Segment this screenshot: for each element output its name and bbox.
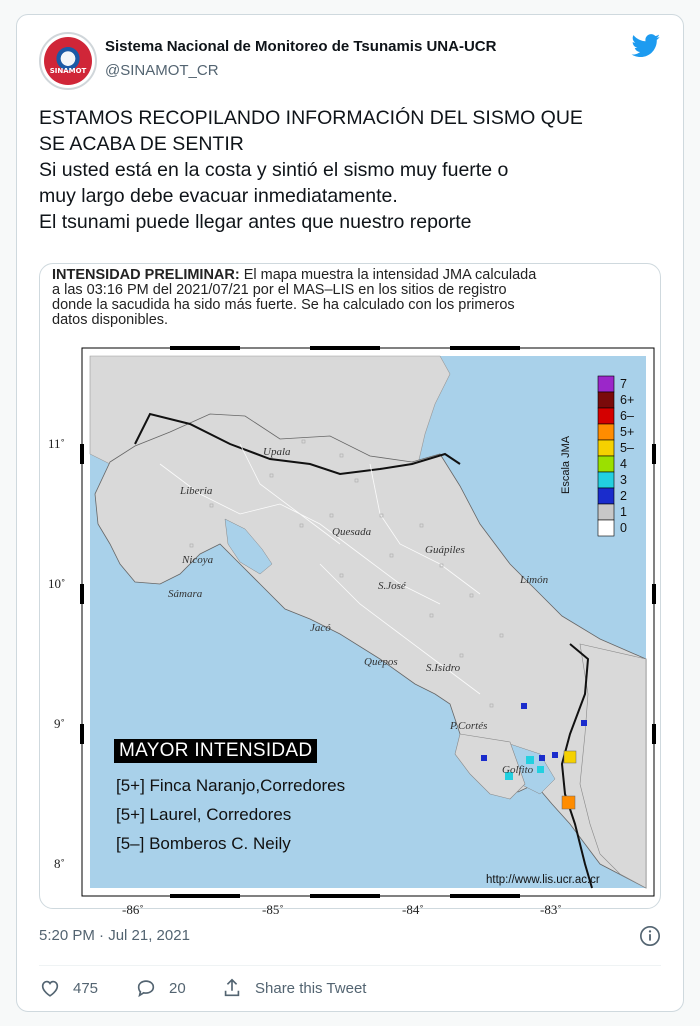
- account-handle[interactable]: @SINAMOT_CR: [105, 62, 219, 79]
- legend-label: 6–: [620, 409, 634, 423]
- map-label-limon: Limón: [520, 574, 549, 586]
- legend-label: 1: [620, 505, 627, 519]
- y-tick: 8˚: [54, 856, 65, 871]
- map-label-golfito: Golfito: [502, 764, 534, 776]
- like-button[interactable]: [39, 977, 98, 999]
- legend-label: 2: [620, 489, 627, 503]
- share-button[interactable]: [221, 977, 366, 999]
- legend-label: 5+: [620, 425, 635, 439]
- map-label-samara: Sámara: [168, 588, 203, 600]
- caption-line: datos disponibles.: [52, 312, 169, 328]
- share-label: Share this Tweet: [255, 979, 367, 997]
- map-label-quesada: Quesada: [332, 526, 372, 538]
- tweet-line: ESTAMOS RECOPILANDO INFORMACIÓN DEL SISMO QUE: [39, 107, 583, 129]
- y-tick: 11˚: [48, 436, 65, 451]
- map-label-san-jose: S.José: [378, 580, 406, 592]
- tweet-text: [39, 105, 669, 235]
- mayor-intensidad-row: [5+] Finca Naranjo,Corredores: [116, 776, 346, 795]
- legend-label: 7: [620, 377, 627, 391]
- caption-bold: INTENSIDAD PRELIMINAR:: [52, 267, 240, 283]
- like-count: 475: [73, 979, 99, 997]
- avatar-logo: [44, 37, 92, 85]
- tweet-timestamp[interactable]: 5:20 PM · Jul 21, 2021: [39, 927, 190, 944]
- x-tick: -84˚: [402, 902, 424, 917]
- mayor-intensidad-title: MAYOR INTENSIDAD: [114, 739, 317, 763]
- reply-count: 20: [169, 979, 186, 997]
- legend-title: Escala JMA: [560, 435, 572, 494]
- map-label-san-isidro: S.Isidro: [426, 662, 461, 674]
- legend-label: 6+: [620, 393, 635, 407]
- x-tick: -85˚: [262, 902, 284, 917]
- reply-button[interactable]: [135, 977, 186, 999]
- x-tick: -83˚: [540, 902, 562, 917]
- map-label-guapiles: Guápiles: [425, 544, 465, 556]
- legend-label: 3: [620, 473, 627, 487]
- account-name[interactable]: Sistema Nacional de Monitoreo de Tsunamis UNA-UCR: [105, 38, 497, 55]
- caption-line: El mapa muestra la intensidad JMA calculada: [239, 267, 537, 283]
- map-label-upala: Upala: [263, 446, 291, 458]
- map-label-nicoya: Nicoya: [182, 554, 214, 566]
- avatar-text: SINAMOT: [49, 67, 87, 75]
- twitter-bird-icon[interactable]: [631, 34, 661, 58]
- map-label-liberia: Liberia: [180, 485, 213, 497]
- tweet-media-image[interactable]: [39, 263, 661, 917]
- tweet-line: El tsunami puede llegar antes que nuestro reporte: [39, 211, 472, 233]
- tweet-line: muy largo debe evacuar inmediatamente.: [39, 185, 398, 207]
- heart-icon: [39, 977, 61, 999]
- avatar[interactable]: [39, 32, 97, 90]
- tweet-card: [16, 14, 684, 1012]
- map-label-jaco: Jacó: [310, 622, 331, 634]
- mayor-intensidad-row: [5+] Laurel, Corredores: [116, 805, 292, 824]
- map-label-puerto-cortes: P.Cortés: [450, 720, 488, 732]
- info-icon[interactable]: [639, 925, 661, 947]
- map-source-url: http://www.lis.ucr.ac.cr: [486, 874, 600, 886]
- x-tick: -86˚: [122, 902, 144, 917]
- caption-line: a las 03:16 PM del 2021/07/21 por el MAS–LIS en los sitios de registro: [52, 282, 507, 298]
- legend-label: 5–: [620, 441, 634, 455]
- share-icon: [221, 977, 243, 999]
- legend-label: 0: [620, 521, 627, 535]
- map-label-quepos: Quepos: [364, 656, 398, 668]
- y-tick: 9˚: [54, 716, 65, 731]
- jma-legend: [598, 376, 614, 536]
- caption-line: donde la sacudida ha sido más fuerte. Se ha calculado con los primeros: [52, 297, 515, 313]
- tweet-line: Si usted está en la costa y sintió el sismo muy fuerte o: [39, 159, 509, 181]
- y-tick: 10˚: [48, 576, 66, 591]
- tweet-line: SE ACABA DE SENTIR: [39, 133, 244, 155]
- divider: [39, 965, 661, 966]
- mayor-intensidad-row: [5–] Bomberos C. Neily: [116, 834, 291, 853]
- legend-label: 4: [620, 457, 627, 471]
- reply-bubble-icon: [135, 977, 157, 999]
